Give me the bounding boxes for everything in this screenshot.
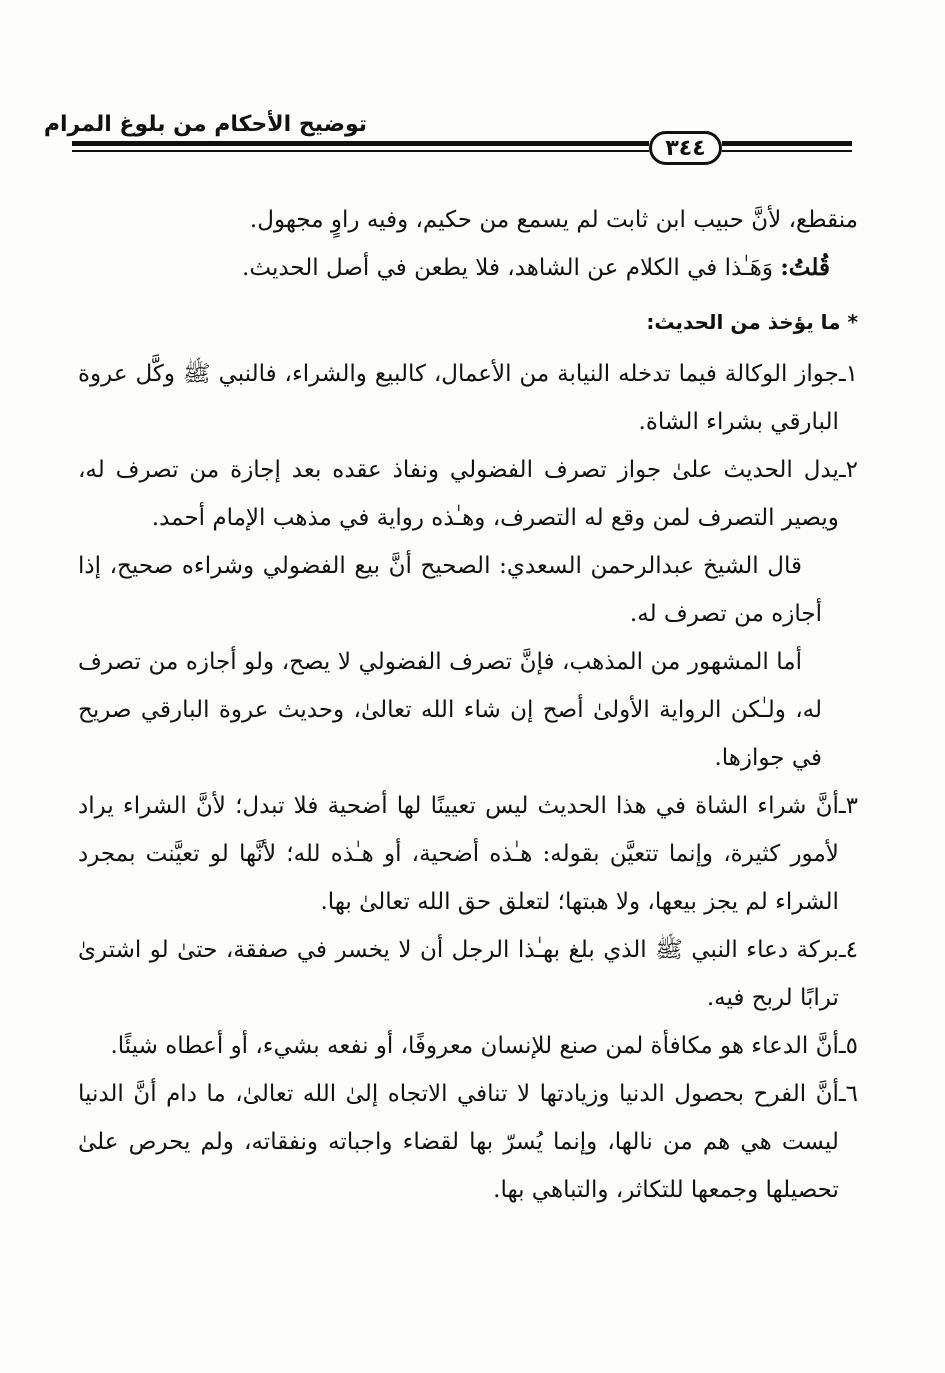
running-title: توضيح الأحكام من بلوغ المرام (43, 112, 367, 137)
header-rule (72, 141, 649, 146)
list-item-text: أنَّ شراء الشاة في هذا الحديث ليس تعيينًا لها أضحية فلا تبدل؛ لأنَّ الشراء يراد لأمور كثيرة، وإنما تتعيَّن بقوله: هـٰذه أضحية، أو هـٰذه لله؛ لأنَّها لو تعيَّنت بمجرد الشراء لم يجز بيعها، ولا هبتها؛ لتعلق حق الله تعالىٰ بها. (78, 793, 839, 915)
list-item-number: ٤ـ (838, 937, 858, 963)
list-item (78, 1070, 858, 1214)
page-number: ٣٤٤ (649, 131, 722, 165)
sub-paragraph: قال الشيخ عبدالرحمن السعدي: الصحيح أنَّ بيع الفضولي وشراءه صحيح، إذا أجازه من تصرف له. (78, 553, 822, 627)
list-item-number: ٦ـ (838, 1081, 858, 1107)
paragraph-text: وَهَـٰذا في الكلام عن الشاهد، فلا يطعن في أصل الحديث. (242, 255, 781, 281)
list-item (78, 446, 858, 542)
list-item-text: يدل الحديث علىٰ جواز تصرف الفضولي ونفاذ عقده بعد إجازة من تصرف له، ويصير التصرف لمن وقع له التصرف، وهـٰذه رواية في مذهب الإمام أحمد. (78, 457, 839, 531)
list-item-number: ١ـ (838, 361, 858, 387)
list-item-text: جواز الوكالة فيما تدخله النيابة من الأعمال، كالبيع والشراء، فالنبي ﷺ وكَّل عروة البارقي بشراء الشاة. (78, 361, 839, 435)
list-item-number: ٥ـ (838, 1033, 858, 1059)
list-item (78, 350, 858, 446)
list-item (78, 926, 858, 1022)
list-item (78, 1022, 858, 1070)
sub-paragraph: أما المشهور من المذهب، فإنَّ تصرف الفضولي لا يصح، ولو أجازه من تصرف له، ولـٰكن الرواية الأولىٰ أصح إن شاء الله تعالىٰ، وحديث عروة البارقي صريح في جوازها. (78, 649, 822, 771)
header-rule (722, 141, 852, 146)
list-item-number: ٣ـ (838, 793, 858, 819)
section-heading: * ما يؤخذ من الحديث: (646, 310, 858, 334)
list-item-text: بركة دعاء النبي ﷺ الذي بلغ بهـٰذا الرجل أن لا يخسر في صفقة، حتىٰ لو اشترىٰ ترابًا لربح فيه. (78, 937, 839, 1011)
list-item-number: ٢ـ (838, 457, 858, 483)
header-rule (722, 150, 852, 152)
qultu-label: قُلتُ: (780, 254, 830, 281)
list-item-text: أنَّ الفرح بحصول الدنيا وزيادتها لا تنافي الاتجاه إلىٰ الله تعالىٰ، ما دام أنَّ الدنيا ليست هي هم من نالها، وإنما يُسرّ بها لقضاء واجباته ونفقاته، ولم يحرص علىٰ تحصيلها وجمعها للتكاثر، والتباهي بها. (78, 1081, 839, 1203)
paragraph (78, 244, 858, 292)
list-item-text: أنَّ الدعاء هو مكافأة لمن صنع للإنسان معروفًا، أو نفعه بشيء، أو أعطاه شيئًا. (110, 1033, 839, 1059)
page-body (78, 196, 858, 1214)
paragraph: منقطع، لأنَّ حبيب ابن ثابت لم يسمع من حكيم، وفيه راوٍ مجهول. (249, 207, 858, 233)
header-rule (72, 150, 649, 152)
list-item (78, 782, 858, 926)
